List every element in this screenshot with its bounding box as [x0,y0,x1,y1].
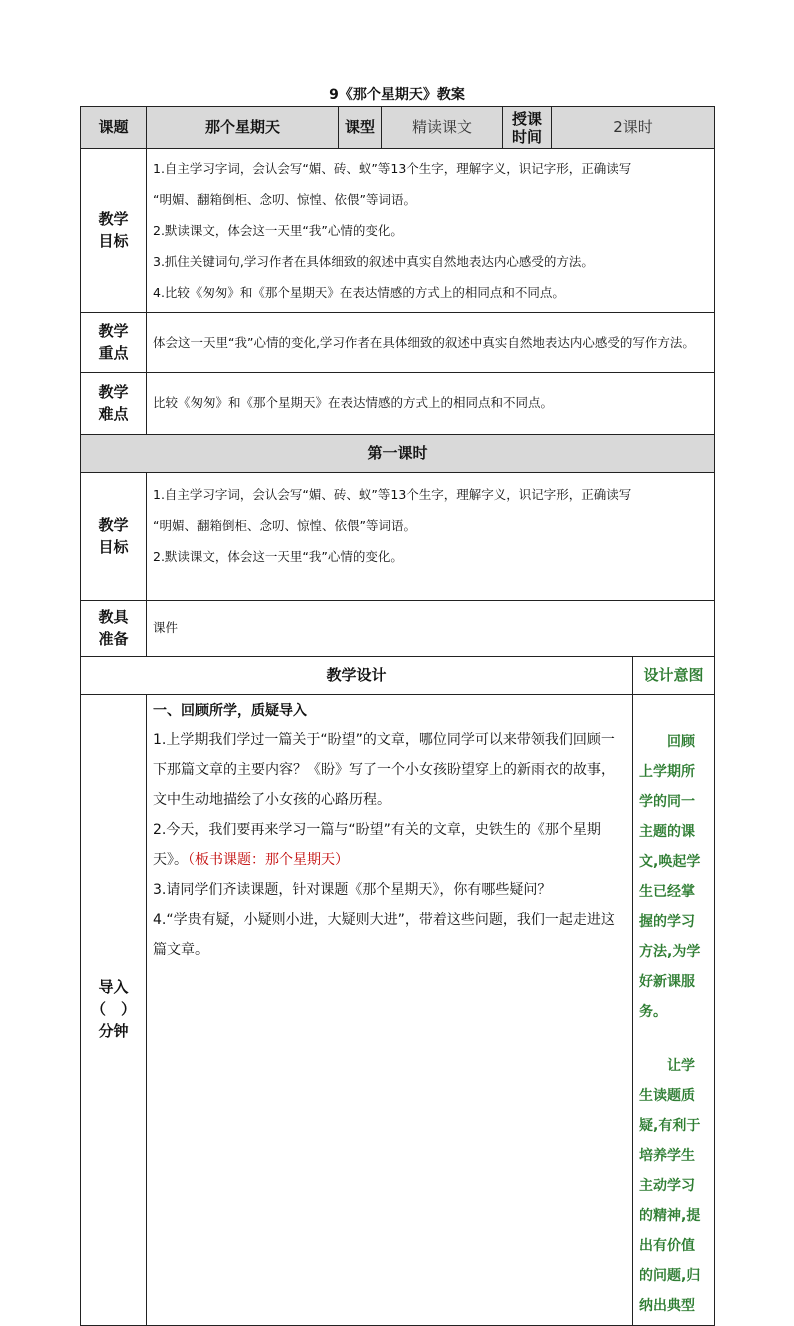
intent-content [633,695,715,1326]
header-row [81,107,715,149]
lesson1-goals-content [147,473,715,601]
design-content [147,695,633,1326]
goal-line: “明媚、翻箱倒柜、念叨、惊惶、依偎”等词语。 [153,518,416,533]
key-row [81,313,715,373]
lesson1-goals-row [81,473,715,601]
goal-line: 3.抓住关键词句,学习作者在具体细致的叙述中真实自然地表达内心感受的方法。 [153,254,594,269]
type-value: 精读课文 [382,107,503,149]
time-label: 授课 时间 [503,107,552,149]
intent-paragraph: 让学生读题质疑,有利于培养学生主动学习的精神,提出有价值的问题,归纳出典型 [639,1058,701,1314]
tools-label: 教具 准备 [81,601,147,657]
time-value: 2课时 [552,107,715,149]
goals-content [147,149,715,313]
intent-header: 设计意图 [633,657,715,695]
goal-line: “明媚、翻箱倒柜、念叨、惊惶、依偎”等词语。 [153,192,416,207]
section-title: 一、回顾所学，质疑导入 [153,703,307,719]
lesson1-goals-label: 教学 目标 [81,473,147,601]
tools-row [81,601,715,657]
goals-label: 教学 目标 [81,149,147,313]
goal-line: 1.自主学习字词，会认会写“媚、砖、蚁”等13个生字，理解字义，识记字形，正确读写 [153,487,632,502]
lesson-plan-table [80,106,715,1326]
lesson1-row [81,435,715,473]
topic-value: 那个星期天 [147,107,339,149]
goal-line: 1.自主学习字词，会认会写“媚、砖、蚁”等13个生字，理解字义，识记字形，正确读写 [153,161,632,176]
goal-line: 4.比较《匆匆》和《那个星期天》在表达情感的方式上的相同点和不同点。 [153,285,565,300]
tools-content: 课件 [147,601,715,657]
goal-line: 2.默读课文，体会这一天里“我”心情的变化。 [153,549,403,564]
design-paragraph: 4.“学贵有疑，小疑则小进，大疑则大进”，带着这些问题，我们一起走进这篇文章。 [153,912,615,958]
intent-paragraph: 回顾上学期所学的同一主题的课文,唤起学生已经掌握的学习方法,为学好新课服务。 [639,734,701,1020]
design-content-row [81,695,715,1326]
board-note: （板书课题：那个星期天） [188,852,349,868]
section-label: 导入 （ ） 分钟 [81,695,147,1326]
key-content: 体会这一天里“我”心情的变化,学习作者在具体细致的叙述中真实自然地表达内心感受的写作方法。 [147,313,715,373]
design-paragraph: 1.上学期我们学过一篇关于“盼望”的文章，哪位同学可以来带领我们回顾一下那篇文章的主要内容？《盼》写了一个小女孩盼望穿上的新雨衣的故事，文中生动地描绘了小女孩的心路历程。 [153,732,615,808]
page-title: 9《那个星期天》教案 [329,87,465,103]
design-header: 教学设计 [81,657,633,695]
design-paragraph: 3.请同学们齐读课题，针对课题《那个星期天》，你有哪些疑问？ [153,882,552,898]
difficulty-content: 比较《匆匆》和《那个星期天》在表达情感的方式上的相同点和不同点。 [147,373,715,435]
key-label: 教学 重点 [81,313,147,373]
difficulty-label: 教学 难点 [81,373,147,435]
topic-label: 课题 [81,107,147,149]
lesson1-title: 第一课时 [81,435,715,473]
design-paragraph: 2.今天，我们要再来学习一篇与“盼望”有关的文章，史铁生的《那个星期天》。（板书课题：那个星期天） [153,822,601,868]
goals-row [81,149,715,313]
type-label: 课型 [339,107,382,149]
difficulty-row [81,373,715,435]
goal-line: 2.默读课文，体会这一天里“我”心情的变化。 [153,223,403,238]
design-header-row [81,657,715,695]
